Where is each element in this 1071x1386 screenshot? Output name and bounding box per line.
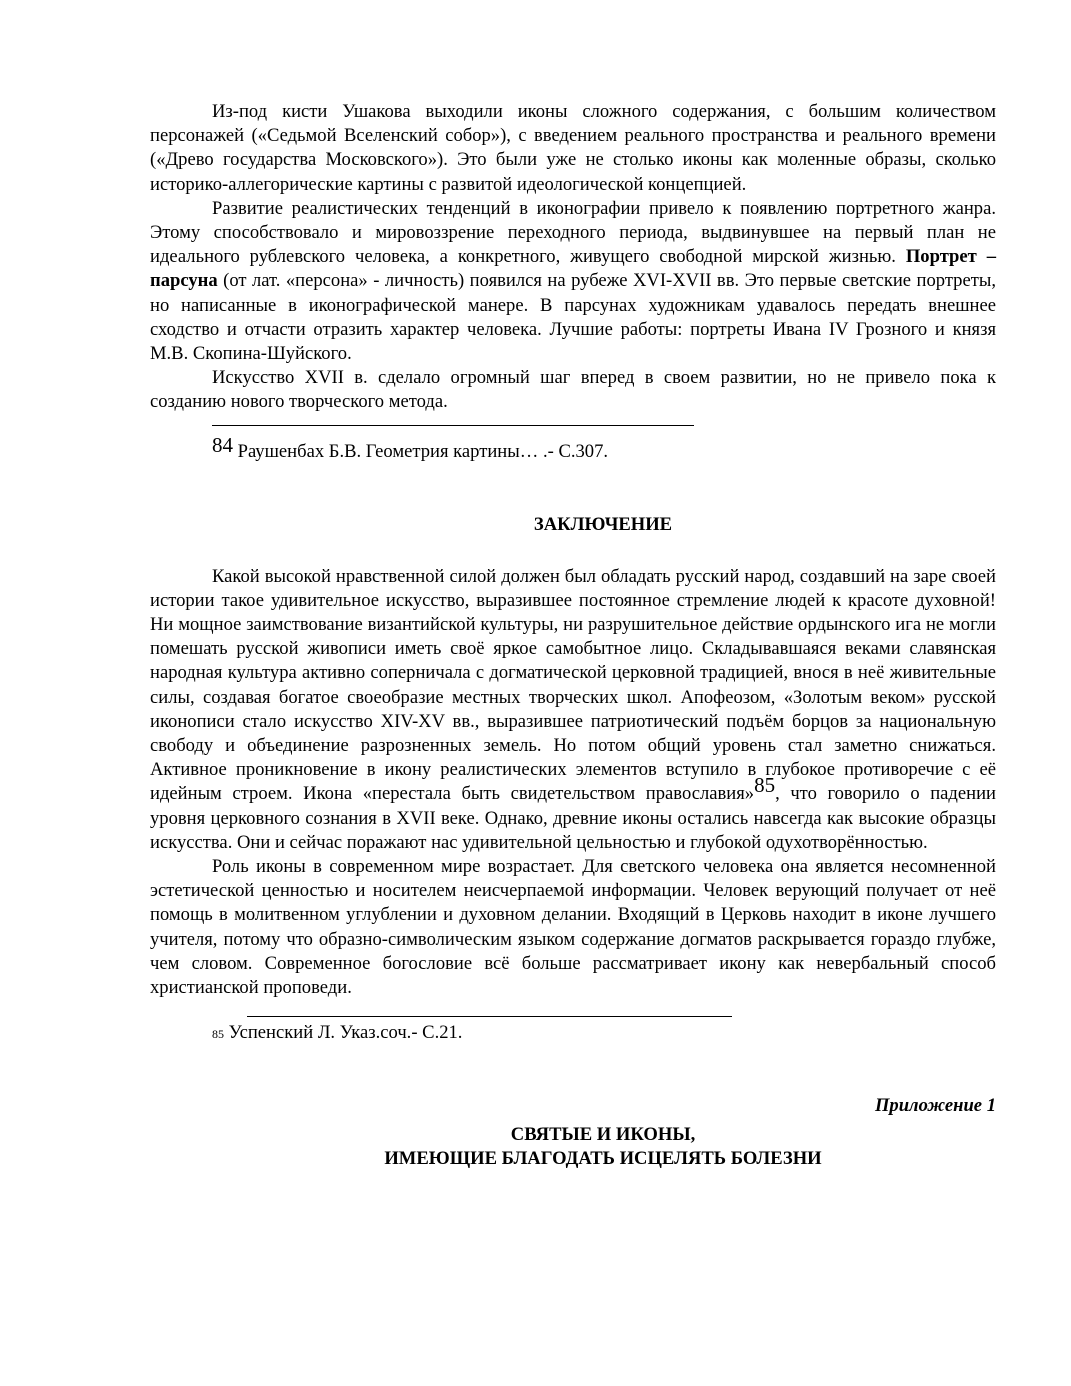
paragraph-ushakov: Из-под кисти Ушакова выходили иконы сложного содержания, с большим количеством персонажей («Седьмой Вселенский собор»), с введением реального пространства и реального времени («Древо государства Московского»). Это были уже не столько иконы как моленные образы, сколько историко-аллегорические картины с развитой идеологической концепцией. [150, 101, 996, 195]
appendix-label: Приложение 1 [874, 1095, 996, 1117]
footnote-text-85: Успенский Л. Указ.соч.- С.21. [224, 1022, 463, 1044]
footnote-84 [212, 432, 996, 464]
paragraph-parsuna [150, 197, 996, 366]
paragraph-conclusion-2: Роль иконы в современном мире возрастает. Для светского человека она является несомненной эстетической ценностью и носителем неисчерпаемой информации. Человек верующий получает от неё помощь в молитвенном углублении и духовном делании. Входящий в Церковь находит в иконе лучшего учителя, потому что образно-символическим языком содержание догматов раскрывается гораздо глубже, чем словом. Современное богословие всё больше рассматривает икону как невербальный способ христианской проповеди. [150, 856, 996, 999]
parsuna-text-end: (от лат. «персона» - личность) появился на рубеже XVI-XVII вв. Это первые светские портреты, но написанные в иконографической манере. В парсунах художникам удавалось передать внешнее сходство и отчасти отразить характер человека. Лучшие работы: портреты Ивана IV Грозного и князя М.В. Скопина-Шуйского. [150, 270, 996, 365]
conclusion-text-start: Какой высокой нравственной силой должен был обладать русский народ, создавший на заре своей истории такое удивительное искусство, выразившее постоянное стремление людей к красоте духовной! Ни мощное заимствование византийской культуры, ни разрушительное действие ордынского ига не могли помешать русской живописи иметь своё яркое самобытное лицо. Складывавшаяся веками славянская народная культура активно соперничала с догматической церковной традицией, внося в неё живительные силы, создавая богатое своеобразие местных творческих школ. Апофеозом, «Золотым веком» русской иконописи стало искусство XIV-XV вв., выразившее патриотический подъём борцов за национальную свободу и объединение разрозненных земель. Но потом общий уровень стал заметно снижаться. Активное проникновение в икону реалистических элементов вступило в глубокое противоречие с её идейным строем. Икона «перестала быть свидетельством православия» [150, 565, 996, 805]
conclusion-text-end: , что говорило о падении уровня церковного сознания в XVII веке. Однако, древние иконы остались навсегда как высокие образцы искусства. Они и сейчас поражают нас удивительной цельностью и глубокой одухотворённостью. [150, 783, 996, 853]
footnote-number-84: 84 [212, 432, 233, 457]
footnote-separator-84 [212, 425, 694, 426]
footnote-text-84: Раушенбах Б.В. Геометрия картины… .- С.307. [233, 440, 609, 462]
paragraph-conclusion-1 [150, 565, 996, 855]
document-page [150, 100, 996, 1171]
conclusion-heading: ЗАКЛЮЧЕНИЕ [533, 513, 673, 535]
footnote-ref-85: 85 [754, 773, 776, 798]
parsuna-text-start: Развитие реалистических тенденций в иконографии привело к появлению портретного жанра. Этому способствовало и мировоззрение переходного периода, выдвинувшее на первый план не идеального рублевского человека, а конкретного, живущего свободной мирской жизнью. [150, 197, 996, 268]
paragraph-xvii-century: Искусство XVII в. сделало огромный шаг вперед в своем развитии, но не привело пока к созданию нового творческого метода. [150, 367, 996, 413]
footnote-number-85: 85 [212, 1027, 224, 1042]
footnote-separator-85 [247, 1016, 732, 1017]
appendix-title-line-2: ИМЕЮЩИЕ БЛАГОДАТЬ ИСЦЕЛЯТЬ БОЛЕЗНИ [384, 1148, 822, 1170]
footnote-85 [212, 1021, 996, 1045]
appendix-title-line-1: СВЯТЫЕ И ИКОНЫ, [510, 1124, 696, 1146]
parsuna-term: Портрет – парсуна [150, 246, 996, 292]
